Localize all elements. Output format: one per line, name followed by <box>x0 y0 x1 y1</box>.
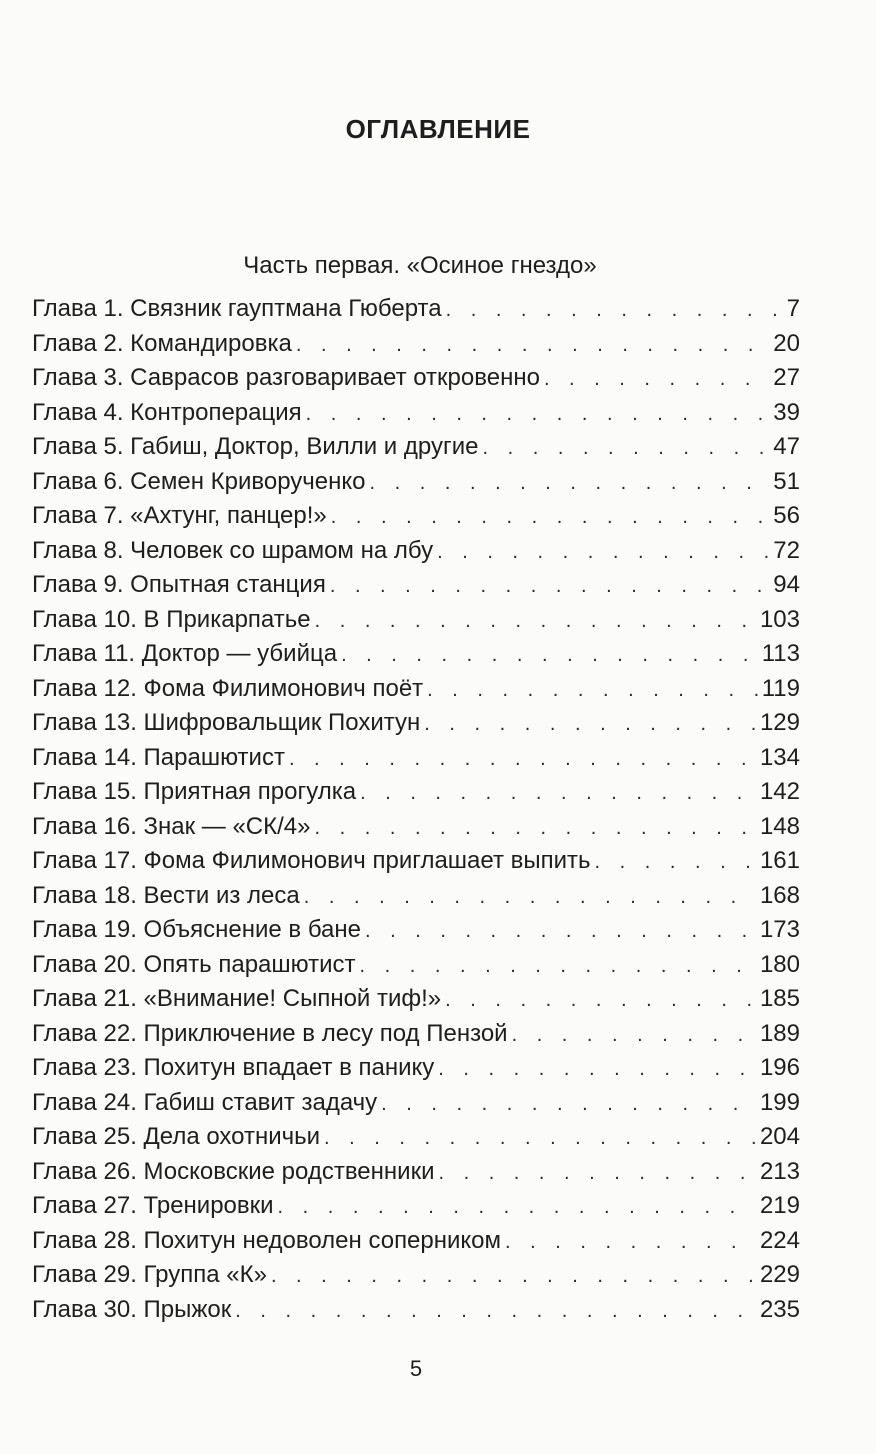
chapter-title: Глава 30. Прыжок <box>32 1295 232 1323</box>
chapter-title: Глава 3. Саврасов разговаривает откровенно <box>32 364 540 391</box>
toc-entry <box>32 948 800 983</box>
chapter-page-number: 94 <box>773 571 800 598</box>
dot-leader <box>289 742 756 777</box>
chapter-page-number: 180 <box>759 950 800 978</box>
toc-entry <box>32 741 800 776</box>
toc-entry <box>32 775 800 810</box>
dot-leader <box>324 1121 756 1156</box>
chapter-title: Глава 7. «Ахтунг, панцер!» <box>32 502 327 529</box>
dot-leader <box>595 845 756 880</box>
page-number: 5 <box>409 1356 423 1381</box>
chapter-page-number: 119 <box>761 674 800 702</box>
chapter-page-number: 134 <box>759 743 800 771</box>
chapter-title: Глава 12. Фома Филимонович поёт <box>32 674 424 702</box>
dot-leader <box>278 1190 756 1225</box>
dot-leader <box>370 466 770 501</box>
chapter-page-number: 72 <box>773 536 800 564</box>
chapter-page-number: 185 <box>759 985 800 1012</box>
dot-leader <box>544 362 769 397</box>
toc-entry <box>32 361 800 396</box>
toc-entry <box>32 1120 800 1155</box>
chapter-title: Глава 19. Объяснение в бане <box>32 916 361 943</box>
dot-leader <box>306 397 770 432</box>
dot-leader <box>304 880 756 915</box>
dot-leader <box>296 328 769 363</box>
chapter-title: Глава 24. Габиш ставит задачу <box>32 1088 378 1116</box>
toc-entry <box>32 327 800 362</box>
chapter-page-number: 168 <box>759 881 800 909</box>
toc-entry <box>32 1189 800 1224</box>
chapter-page-number: 199 <box>759 1088 800 1116</box>
chapter-title: Глава 13. Шифровальщик Похитун <box>32 709 421 736</box>
chapter-title: Глава 17. Фома Филимонович приглашает выпить <box>32 847 591 874</box>
chapter-title: Глава 14. Парашютист <box>32 743 285 771</box>
chapter-title: Глава 26. Московские родственники <box>32 1157 435 1185</box>
chapter-page-number: 39 <box>773 398 800 426</box>
part-title: Часть первая. «Осиное гнездо» <box>243 252 597 279</box>
page-title: ОГЛАВЛЕНИЕ <box>345 114 531 144</box>
toc-entry <box>32 672 800 707</box>
dot-leader <box>445 983 756 1018</box>
dot-leader <box>512 1018 756 1053</box>
chapter-title: Глава 22. Приключение в лесу под Пензой <box>32 1019 508 1047</box>
chapter-title: Глава 2. Командировка <box>32 329 292 357</box>
chapter-page-number: 196 <box>759 1054 800 1081</box>
chapter-title: Глава 20. Опять парашютист <box>32 950 356 978</box>
toc-entry <box>32 879 800 914</box>
dot-leader <box>381 1087 756 1122</box>
dot-leader <box>235 1294 756 1329</box>
toc-entry <box>32 1051 800 1086</box>
dot-leader <box>438 1052 756 1087</box>
chapter-title: Глава 23. Похитун впадает в панику <box>32 1054 435 1081</box>
toc-entry <box>32 1155 800 1190</box>
chapter-page-number: 103 <box>759 605 800 633</box>
chapter-title: Глава 11. Доктор — убийца <box>32 640 338 667</box>
toc-entry <box>32 1086 800 1121</box>
dot-leader <box>314 811 755 846</box>
chapter-page-number: 235 <box>759 1295 800 1323</box>
dot-leader <box>331 500 770 535</box>
chapter-title: Глава 6. Семен Криворученко <box>32 467 366 495</box>
chapter-page-number: 7 <box>786 295 800 322</box>
chapter-page-number: 47 <box>773 433 800 460</box>
chapter-title: Глава 16. Знак — «СК/4» <box>32 812 311 840</box>
chapter-page-number: 129 <box>759 709 800 736</box>
chapter-title: Глава 4. Контроперация <box>32 398 302 426</box>
toc-entry <box>32 603 800 638</box>
chapter-page-number: 161 <box>759 847 800 874</box>
toc-entry <box>32 844 800 879</box>
toc-entry <box>32 1293 800 1328</box>
chapter-page-number: 51 <box>773 467 800 495</box>
toc-entry <box>32 568 800 603</box>
chapter-title: Глава 1. Связник гауптмана Гюберта <box>32 295 442 322</box>
chapter-page-number: 20 <box>773 329 800 357</box>
chapter-page-number: 173 <box>759 916 800 943</box>
toc-entry <box>32 534 800 569</box>
toc-entry <box>32 810 800 845</box>
chapter-page-number: 229 <box>759 1261 800 1288</box>
dot-leader <box>437 535 769 570</box>
dot-leader <box>330 569 769 604</box>
dot-leader <box>446 293 783 328</box>
chapter-title: Глава 28. Похитун недоволен соперником <box>32 1226 502 1254</box>
dot-leader <box>482 431 769 466</box>
chapter-title: Глава 8. Человек со шрамом на лбу <box>32 536 434 564</box>
chapter-title: Глава 9. Опытная станция <box>32 571 326 598</box>
chapter-page-number: 148 <box>759 812 800 840</box>
chapter-title: Глава 21. «Внимание! Сыпной тиф!» <box>32 985 442 1012</box>
chapter-page-number: 27 <box>773 364 800 391</box>
toc-entry <box>32 1258 800 1293</box>
chapter-title: Глава 10. В Прикарпатье <box>32 605 311 633</box>
toc-entry <box>32 465 800 500</box>
dot-leader <box>427 673 758 708</box>
toc-entry <box>32 430 800 465</box>
dot-leader <box>438 1156 755 1191</box>
dot-leader <box>365 914 756 949</box>
chapter-title: Глава 15. Приятная прогулка <box>32 778 357 805</box>
chapter-page-number: 56 <box>773 502 800 529</box>
chapter-title: Глава 5. Габиш, Доктор, Вилли и другие <box>32 433 479 460</box>
dot-leader <box>271 1259 756 1294</box>
chapter-page-number: 224 <box>759 1226 800 1254</box>
dot-leader <box>360 949 756 984</box>
chapter-page-number: 219 <box>759 1192 800 1219</box>
toc-entry <box>32 982 800 1017</box>
chapter-page-number: 113 <box>761 640 800 667</box>
chapter-title: Глава 29. Группа «К» <box>32 1261 267 1288</box>
chapter-page-number: 142 <box>759 778 800 805</box>
dot-leader <box>424 707 756 742</box>
dot-leader <box>505 1225 756 1260</box>
chapter-title: Глава 25. Дела охотничьи <box>32 1123 321 1150</box>
table-of-contents <box>32 292 800 1327</box>
dot-leader <box>315 604 756 639</box>
toc-entry <box>32 292 800 327</box>
toc-entry <box>32 396 800 431</box>
chapter-title: Глава 27. Тренировки <box>32 1192 274 1219</box>
chapter-page-number: 213 <box>759 1157 800 1185</box>
toc-entry <box>32 637 800 672</box>
dot-leader <box>341 638 758 673</box>
chapter-page-number: 204 <box>759 1123 800 1150</box>
chapter-page-number: 189 <box>759 1019 800 1047</box>
toc-entry <box>32 913 800 948</box>
dot-leader <box>360 776 756 811</box>
toc-entry <box>32 499 800 534</box>
chapter-title: Глава 18. Вести из леса <box>32 881 300 909</box>
toc-entry <box>32 1224 800 1259</box>
toc-entry <box>32 706 800 741</box>
toc-entry <box>32 1017 800 1052</box>
